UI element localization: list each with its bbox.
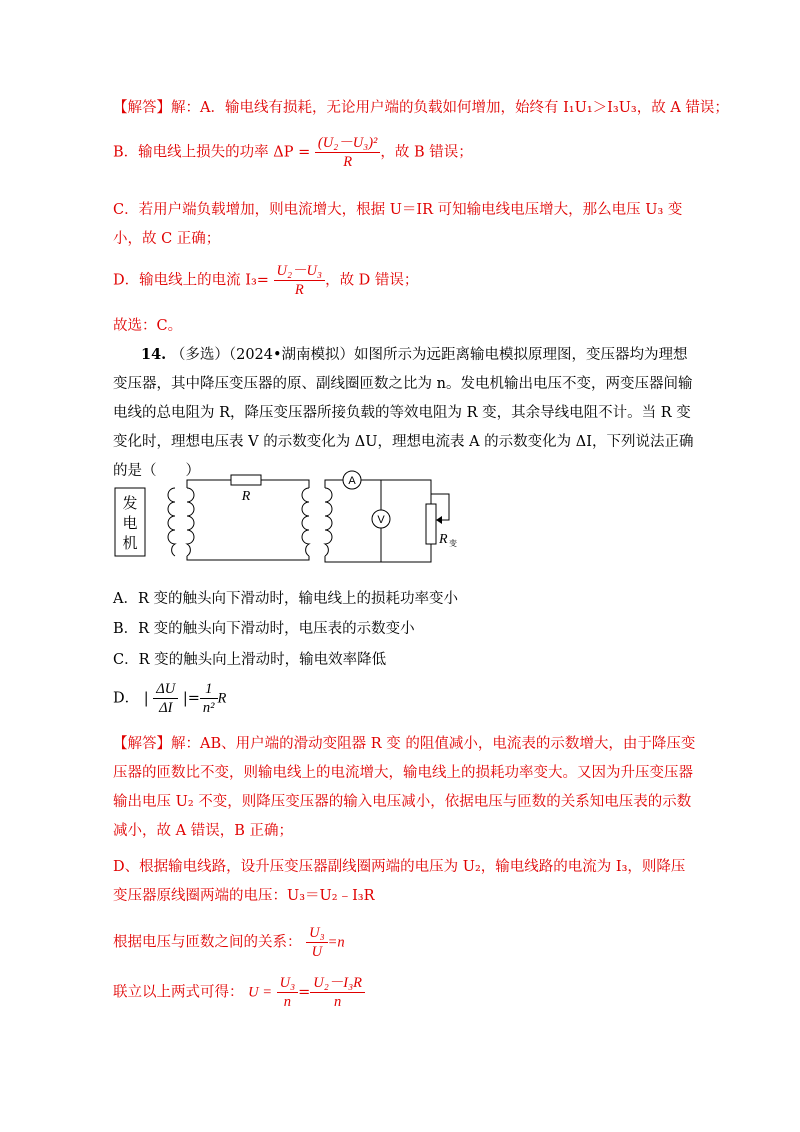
fraction-denominator: R <box>343 154 353 170</box>
rheostat-subscript: 变 <box>449 539 457 548</box>
answer14-d: D、根据输电线路，设升压变压器副线圈两端的电压为 U₂，输电线路的电流为 I₃，则降压变压器原线圈两端的电压：U₃＝U₂﹣I₃R <box>113 859 686 904</box>
fraction-numerator: U₂－I₃R <box>310 974 365 993</box>
combined-fraction-1 <box>277 974 299 1011</box>
answer13-c: C．若用户端负载增加，则电流增大，根据 U＝IR 可知输电线电压增大，那么电压 U₃ 变小，故 C 正确； <box>113 202 683 247</box>
relation-end: =n <box>327 934 345 951</box>
answer13-b-text: B．输电线上损失的功率 ΔP <box>113 144 294 161</box>
rheostat-arrow <box>436 516 442 524</box>
combined-text: 联立以上两式可得： <box>113 984 244 1001</box>
fraction-denominator: R <box>294 282 304 298</box>
delta-fraction <box>153 680 178 717</box>
generator-char: 电 <box>122 514 138 532</box>
equals-sign: = <box>187 690 200 707</box>
rheostat-slider-wire <box>431 494 449 520</box>
option-b: B．R 变的触头向下滑动时，电压表的示数变小 <box>113 621 415 637</box>
wire <box>325 544 431 562</box>
wire <box>187 556 309 560</box>
rheostat-body <box>426 504 436 544</box>
abs-bar: | <box>143 690 149 707</box>
answer13-line-d <box>113 262 418 299</box>
stepup-secondary-coil <box>187 488 194 556</box>
stepdown-primary-coil <box>302 488 309 556</box>
ratio-fraction <box>200 680 218 717</box>
combined-fraction-2 <box>310 974 365 1011</box>
voltmeter-label: V <box>377 514 385 526</box>
power-loss-fraction <box>315 134 381 171</box>
fraction-denominator: n <box>283 994 291 1010</box>
wire <box>361 480 431 504</box>
equals-sign: = <box>298 984 311 1001</box>
stepup-primary-coil <box>168 488 175 556</box>
question-number: 14. <box>141 346 167 363</box>
question14-text: （多选）（2024•湖南模拟）如图所示为远距离输电模拟原理图，变压器均为理想变压器，其中降压变压器的原、副线圈匝数之比为 n。发电机输出电压不变，两变压器间输电线的总电阻为 R，降压变压器所接负载的等效电阻为 R 变，其余导线电阻不计。当 R 变变化时，理想电压表 V 的示数变化为 ΔU，理想电流表 A 的示数变化为 ΔI，下列说法正确的是（ ） <box>113 347 694 479</box>
answer13-d-text: D．输电线上的电流 I₃= <box>113 272 269 289</box>
answer14-relation <box>113 924 345 961</box>
answer-tag: 【解答】 <box>113 100 171 116</box>
wire <box>261 480 309 488</box>
option-c: C．R 变的触头向上滑动时，输电效率降低 <box>113 652 387 668</box>
fraction-numerator: U₃ <box>306 924 328 943</box>
circuit-diagram <box>113 466 473 566</box>
answer13-b-end: ，故 B 错误； <box>380 144 473 161</box>
fraction-denominator: ΔI <box>159 700 173 716</box>
fraction-numerator: U₂－U₃ <box>274 262 326 281</box>
fraction-numerator: (U₂－U₃)² <box>315 134 381 153</box>
fraction-denominator: U <box>311 944 323 960</box>
line-resistor <box>231 475 261 485</box>
fraction-denominator: n <box>334 994 342 1010</box>
fraction-numerator: ΔU <box>153 680 178 699</box>
fraction-numerator: U₃ <box>277 974 299 993</box>
answer14-ab-text: 解：AB、用户端的滑动变阻器 R 变 的阻值减小，电流表的示数增大，由于降压变压器的匝数比不变，则输电线上的电流增大，输电线上的损耗功率变大。又因为升压变压器输出电压 U₂ 不变，则降压变压器的输入电压减小，依据电压与匝数的关系知电压表的示数减小，故 A 错误，B 正确； <box>113 736 696 839</box>
option-d-r: R <box>217 690 227 707</box>
relation-fraction <box>306 924 328 961</box>
answer14-combined <box>113 974 365 1011</box>
option-a: A．R 变的触头向下滑动时，输电线上的损耗功率变小 <box>113 591 458 607</box>
question14 <box>113 340 696 486</box>
answer14-ab <box>113 730 696 846</box>
rheostat-label: R <box>439 532 448 547</box>
generator-char: 发 <box>122 494 138 512</box>
answer-tag: 【解答】 <box>113 736 171 752</box>
wire <box>325 480 343 488</box>
answer13-a-text: 解：A．输电线有损耗，无论用户端的负载如何增加，始终有 I₁U₁＞I₃U₃，故 A 错误； <box>171 100 729 116</box>
option-d-label: D． <box>113 690 140 707</box>
answer13-line-a <box>113 98 729 118</box>
resistor-label: R <box>241 489 251 504</box>
combined-u: U = <box>248 984 272 1001</box>
answer13-line-b <box>113 134 473 171</box>
equals-sign: = <box>298 144 311 161</box>
relation-text: 根据电压与匝数之间的关系： <box>113 934 302 951</box>
wire <box>187 480 231 488</box>
answer13-choice: 故选：C。 <box>113 318 183 334</box>
answer13-d-end: ，故 D 错误； <box>325 272 419 289</box>
abs-bar: | <box>182 690 188 707</box>
generator-char: 机 <box>122 534 138 552</box>
option-d <box>113 680 226 717</box>
fraction-denominator: n² <box>202 700 215 716</box>
stepdown-secondary-coil <box>325 488 332 556</box>
fraction-numerator: 1 <box>200 680 218 699</box>
ammeter-label: A <box>348 475 356 487</box>
current-fraction <box>274 262 326 299</box>
